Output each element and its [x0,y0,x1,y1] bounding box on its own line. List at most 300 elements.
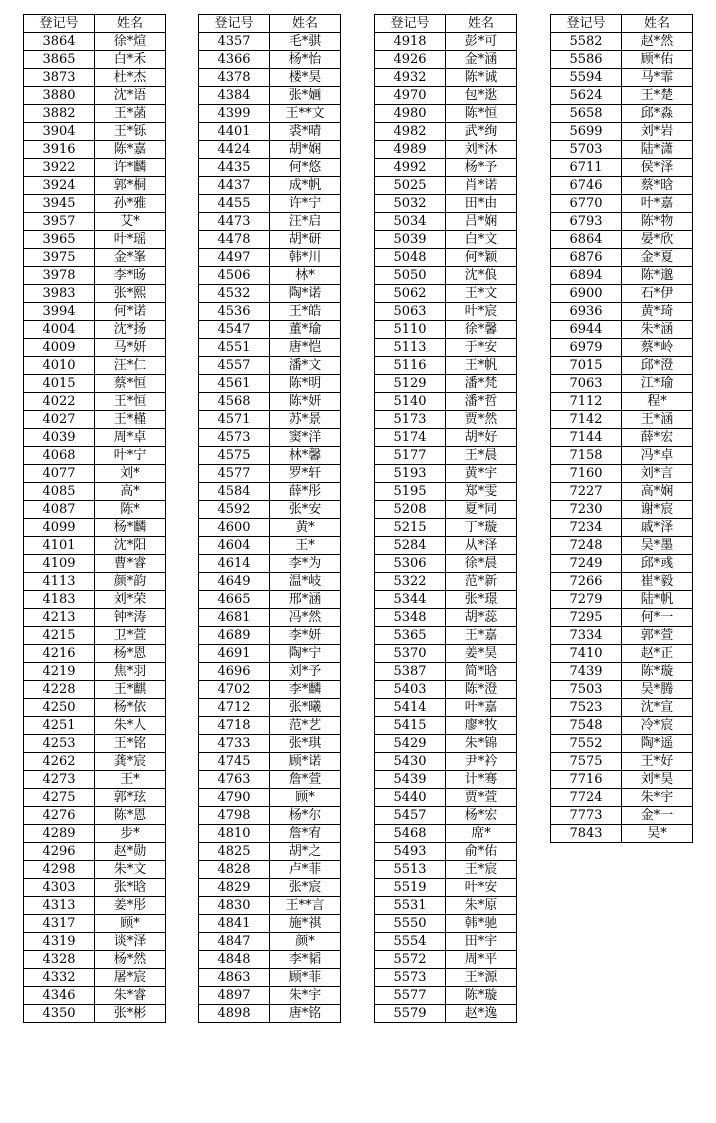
table-row [199,51,341,69]
table-row [375,87,517,105]
name-cell: 何*诺 [95,303,166,321]
table-row [24,501,166,519]
name-cell: 顾*佑 [622,51,693,69]
name-cell: 潘*哲 [446,393,517,411]
registration-number-cell: 7523 [551,699,622,717]
name-cell: 施*祺 [270,915,341,933]
registration-number-cell: 4289 [24,825,95,843]
registration-number-cell: 4473 [199,213,270,231]
table-row [199,573,341,591]
name-cell: 罗*轩 [270,465,341,483]
name-cell: 杨*麟 [95,519,166,537]
name-cell: 朱*原 [446,897,517,915]
registration-number-cell: 6864 [551,231,622,249]
table-row [375,1005,517,1023]
registration-number-cell: 7158 [551,447,622,465]
table-row [375,537,517,555]
name-cell: 陈*恒 [446,105,517,123]
table-row [24,303,166,321]
registration-number-cell: 4317 [24,915,95,933]
name-cell: 邱*淼 [622,105,693,123]
header-name: 姓名 [622,15,693,33]
registration-number-cell: 5624 [551,87,622,105]
table-row [375,825,517,843]
name-cell: 杨*尔 [270,807,341,825]
table-row [24,519,166,537]
table-row [551,393,693,411]
name-cell: 胡*之 [270,843,341,861]
table-row [551,195,693,213]
name-cell: 沈*扬 [95,321,166,339]
registration-number-cell: 4691 [199,645,270,663]
registration-number-cell: 4313 [24,897,95,915]
name-cell: 韩*驰 [446,915,517,933]
registration-number-cell: 4830 [199,897,270,915]
name-cell: 陈*璇 [622,663,693,681]
registration-number-cell: 4828 [199,861,270,879]
table-row [24,1005,166,1023]
registration-number-cell: 5703 [551,141,622,159]
name-cell: 张*璟 [446,591,517,609]
table-row [199,825,341,843]
table-row [375,699,517,717]
name-cell: 叶*宸 [446,303,517,321]
table-row [199,951,341,969]
name-cell: 李*麟 [270,681,341,699]
name-cell: 肖*诺 [446,177,517,195]
name-cell: 李*旸 [95,267,166,285]
registration-number-cell: 4384 [199,87,270,105]
name-cell: 詹*萱 [270,771,341,789]
name-cell: 徐*晨 [446,555,517,573]
name-cell: 崔*毅 [622,573,693,591]
table-row [199,933,341,951]
name-cell: 陈*物 [622,213,693,231]
table-row [551,555,693,573]
name-cell: 王*文 [446,285,517,303]
registration-number-cell: 4009 [24,339,95,357]
registration-number-cell: 7279 [551,591,622,609]
name-cell: 戚*泽 [622,519,693,537]
registration-number-cell: 7227 [551,483,622,501]
table-row [199,159,341,177]
registration-number-cell: 4575 [199,447,270,465]
registration-number-cell: 5140 [375,393,446,411]
table-row [24,843,166,861]
registration-number-cell: 5025 [375,177,446,195]
table-row [375,645,517,663]
table-row [551,609,693,627]
name-cell: 姜*昊 [446,645,517,663]
name-cell: 夏*同 [446,501,517,519]
name-cell: 贾*萱 [446,789,517,807]
name-cell: 陶*遥 [622,735,693,753]
name-cell: 李*为 [270,555,341,573]
registration-number-cell: 7230 [551,501,622,519]
name-cell: 叶*嘉 [622,195,693,213]
name-cell: 孙*雅 [95,195,166,213]
registration-number-cell: 5579 [375,1005,446,1023]
table-row [375,123,517,141]
name-cell: 叶*宁 [95,447,166,465]
name-cell: 计*骞 [446,771,517,789]
name-cell: 武*绚 [446,123,517,141]
registration-number-cell: 5586 [551,51,622,69]
table-row [375,231,517,249]
table-row [375,771,517,789]
table-row [199,843,341,861]
name-cell: 薛*彤 [270,483,341,501]
table-row [551,357,693,375]
table-row [375,357,517,375]
table-row [199,789,341,807]
table-row [375,609,517,627]
table-row [375,627,517,645]
table-row [551,735,693,753]
registration-number-cell: 4437 [199,177,270,195]
table-row [199,969,341,987]
table-row [199,591,341,609]
table-row [375,717,517,735]
header-registration-number: 登记号 [551,15,622,33]
registration-number-cell: 5344 [375,591,446,609]
registration-number-cell: 5173 [375,411,446,429]
registration-number-cell: 4296 [24,843,95,861]
name-cell: 于*安 [446,339,517,357]
name-cell: 张*彬 [95,1005,166,1023]
table-row [24,609,166,627]
table-row [24,447,166,465]
table-row [199,501,341,519]
registration-number-cell: 5573 [375,969,446,987]
registration-number-cell: 5129 [375,375,446,393]
name-cell: 王*槿 [95,411,166,429]
table-row [375,447,517,465]
table-row [199,303,341,321]
table-row [375,753,517,771]
table-row [551,375,693,393]
name-cell: 冷*宸 [622,717,693,735]
registration-number-cell: 5208 [375,501,446,519]
name-cell: 从*泽 [446,537,517,555]
name-cell: 陈*璇 [446,987,517,1005]
registration-number-cell: 4099 [24,519,95,537]
table-row [24,141,166,159]
registration-number-cell: 7015 [551,357,622,375]
registration-number-cell: 4022 [24,393,95,411]
table-row [375,843,517,861]
name-cell: 吴* [622,825,693,843]
name-cell: 邱*澄 [622,357,693,375]
registration-number-cell: 5063 [375,303,446,321]
registration-number-cell: 4357 [199,33,270,51]
registration-number-cell: 3880 [24,87,95,105]
registration-number-cell: 3994 [24,303,95,321]
registration-number-cell: 4665 [199,591,270,609]
name-cell: 杨*然 [95,951,166,969]
table-row [24,483,166,501]
registration-number-cell: 5034 [375,213,446,231]
name-cell: 周*卓 [95,429,166,447]
registration-number-cell: 5193 [375,465,446,483]
table-row [24,87,166,105]
name-cell: 金*涵 [446,51,517,69]
registration-number-cell: 4932 [375,69,446,87]
name-cell: 赵*然 [622,33,693,51]
name-cell: 毛*骐 [270,33,341,51]
registration-number-cell: 5032 [375,195,446,213]
registration-number-cell: 7295 [551,609,622,627]
registration-number-cell: 4600 [199,519,270,537]
registration-number-cell: 6979 [551,339,622,357]
registration-number-cell: 4848 [199,951,270,969]
registration-number-cell: 7063 [551,375,622,393]
registration-number-cell: 7575 [551,753,622,771]
table-row [375,933,517,951]
table-row [24,231,166,249]
registration-number-cell: 5468 [375,825,446,843]
registration-number-cell: 7249 [551,555,622,573]
registration-number-cell: 6900 [551,285,622,303]
table-row [551,519,693,537]
name-cell: 林*馨 [270,447,341,465]
registration-number-cell: 5440 [375,789,446,807]
registration-number-cell: 3965 [24,231,95,249]
table-row [375,429,517,447]
table-row [24,537,166,555]
registration-number-cell: 5348 [375,609,446,627]
name-cell: 陶*宁 [270,645,341,663]
name-cell: 王* [95,771,166,789]
name-cell: 王**文 [270,105,341,123]
name-cell: 王*好 [622,753,693,771]
table-row [375,969,517,987]
name-cell: 张*琪 [270,735,341,753]
registration-number-cell: 4228 [24,681,95,699]
name-cell: 王*铭 [95,735,166,753]
table-row [551,573,693,591]
name-cell: 陶*诺 [270,285,341,303]
table-row [24,699,166,717]
table-row [199,861,341,879]
table-row [24,807,166,825]
table-row [24,663,166,681]
name-cell: 沈*宣 [622,699,693,717]
registration-number-cell: 4215 [24,627,95,645]
table-row [375,483,517,501]
name-cell: 卢*菲 [270,861,341,879]
name-cell: 张*晗 [95,879,166,897]
name-cell: 王*嘉 [446,627,517,645]
name-cell: 郑*雯 [446,483,517,501]
name-cell: 陈*诚 [446,69,517,87]
table-row [199,321,341,339]
table-row [24,33,166,51]
name-cell: 石*伊 [622,285,693,303]
table-row [24,645,166,663]
table-row [199,681,341,699]
table-row [551,411,693,429]
table-row [375,465,517,483]
table-row [24,159,166,177]
name-cell: 彭*可 [446,33,517,51]
name-cell: 胡*研 [270,231,341,249]
registration-number-cell: 7548 [551,717,622,735]
name-cell: 步* [95,825,166,843]
header-registration-number: 登记号 [375,15,446,33]
table-row [375,411,517,429]
name-cell: 徐*馨 [446,321,517,339]
table-row [199,663,341,681]
table-row [551,303,693,321]
name-cell: 曹*睿 [95,555,166,573]
table-row [24,555,166,573]
table-row [24,897,166,915]
name-cell: 朱*涵 [622,321,693,339]
registration-number-cell: 7716 [551,771,622,789]
name-cell: 何*一 [622,609,693,627]
name-cell: 张*曦 [270,699,341,717]
name-cell: 简*晗 [446,663,517,681]
registration-number-cell: 4926 [375,51,446,69]
registration-number-cell: 4101 [24,537,95,555]
table-row [375,321,517,339]
registration-number-cell: 4649 [199,573,270,591]
registration-number-cell: 4303 [24,879,95,897]
table-row [24,375,166,393]
table-row [375,591,517,609]
registration-number-cell: 7144 [551,429,622,447]
registration-number-cell: 5577 [375,987,446,1005]
table-row [551,627,693,645]
name-cell: 温*岐 [270,573,341,591]
name-cell: 赵*勋 [95,843,166,861]
table-row [24,879,166,897]
table-row [551,501,693,519]
table-row [199,609,341,627]
table-row [375,249,517,267]
table-row [199,231,341,249]
name-cell: 金*一 [622,807,693,825]
name-cell: 苏*景 [270,411,341,429]
name-cell: 金*峯 [95,249,166,267]
table-row [199,807,341,825]
name-cell: 艾* [95,213,166,231]
name-cell: 顾* [270,789,341,807]
table-row [24,591,166,609]
name-cell: 王*晨 [446,447,517,465]
registration-number-cell: 4584 [199,483,270,501]
registration-number-cell: 6944 [551,321,622,339]
table-row [375,267,517,285]
name-cell: 何*颖 [446,249,517,267]
name-cell: 刘*岩 [622,123,693,141]
name-cell: 白*禾 [95,51,166,69]
registration-number-cell: 5699 [551,123,622,141]
table-row [551,51,693,69]
name-cell: 陆*潇 [622,141,693,159]
table-row [199,393,341,411]
registration-number-cell: 5177 [375,447,446,465]
registration-number-cell: 7334 [551,627,622,645]
registration-number-cell: 4989 [375,141,446,159]
name-cell: 范*新 [446,573,517,591]
name-cell: 楼*昊 [270,69,341,87]
registration-number-cell: 4745 [199,753,270,771]
name-cell: 姜*彤 [95,897,166,915]
registration-number-cell: 6711 [551,159,622,177]
table-row [375,735,517,753]
registration-number-cell: 7724 [551,789,622,807]
table-row [24,969,166,987]
table-row [199,429,341,447]
name-cell: 韩*川 [270,249,341,267]
table-row [551,825,693,843]
registration-number-cell: 4275 [24,789,95,807]
registration-number-cell: 7503 [551,681,622,699]
table-row [199,213,341,231]
name-cell: 杜*杰 [95,69,166,87]
registration-number-cell: 4798 [199,807,270,825]
registration-number-cell: 5113 [375,339,446,357]
name-cell: 薛*宏 [622,429,693,447]
registration-number-cell: 3983 [24,285,95,303]
registration-number-cell: 3916 [24,141,95,159]
name-cell: 范*艺 [270,717,341,735]
registration-number-cell: 4810 [199,825,270,843]
header-registration-number: 登记号 [24,15,95,33]
table-row [24,951,166,969]
registration-number-cell: 5284 [375,537,446,555]
registration-number-cell: 4614 [199,555,270,573]
name-cell: 谢*宸 [622,501,693,519]
table-row [375,51,517,69]
table-row [24,249,166,267]
name-cell: 卫*萱 [95,627,166,645]
table-row [199,555,341,573]
name-cell: 刘*言 [622,465,693,483]
registration-number-cell: 4847 [199,933,270,951]
table-row [24,267,166,285]
registration-number-cell: 7266 [551,573,622,591]
table-row [375,861,517,879]
registration-number-cell: 7410 [551,645,622,663]
name-cell: 黄*宇 [446,465,517,483]
table-row [551,537,693,555]
table-row [551,753,693,771]
registration-number-cell: 5110 [375,321,446,339]
registration-number-cell: 4015 [24,375,95,393]
registration-number-cell: 4571 [199,411,270,429]
table-row [199,915,341,933]
table-row [375,951,517,969]
name-cell: 顾*诺 [270,753,341,771]
table-row [24,465,166,483]
table-row [551,645,693,663]
registration-number-cell: 4551 [199,339,270,357]
table-row [375,177,517,195]
name-cell: 胡*蕊 [446,609,517,627]
table-row [199,105,341,123]
registration-number-cell: 4712 [199,699,270,717]
table-row [24,825,166,843]
registration-number-cell: 4087 [24,501,95,519]
registration-number-cell: 6746 [551,177,622,195]
registration-number-cell: 3924 [24,177,95,195]
name-cell: 詹*宥 [270,825,341,843]
registration-number-cell: 5414 [375,699,446,717]
table-row [551,321,693,339]
